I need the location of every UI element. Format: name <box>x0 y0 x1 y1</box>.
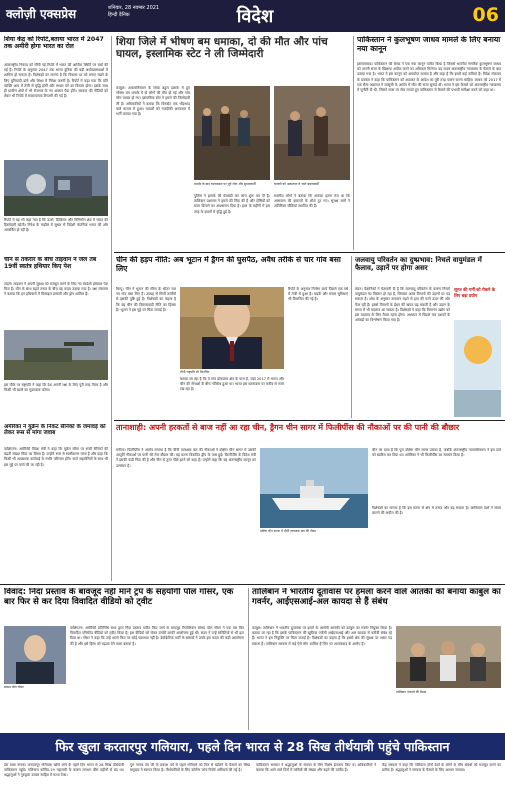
resolution-caption: सांसद पॉल गोसर <box>4 685 24 689</box>
col1-photo <box>4 160 108 216</box>
col-divider <box>111 36 112 581</box>
section-rule-1 <box>114 252 505 253</box>
lead-caption-1: धमाके के बाद घटनास्थल पर जुटे लोग और सुरक्षाकर्मी <box>194 182 256 186</box>
lead-headline: शिया जिले में भीषण बम धमाका, दो की मौत और पांच घायल, इस्लामिक स्टेट ने ली जिम्मेदारी <box>116 36 328 61</box>
kartarpur-banner-headline: फिर खुला करतारपुर गलियारा, पहले दिन भारत से 28 सिख तीर्थयात्री पहुंचे पाकिस्तान <box>0 733 505 760</box>
bottom-body-3: पाकिस्तान सरकार ने श्रद्धालुओं के स्वागत के लिए विशेष इंतजाम किए थे। अधिकारियों ने बताया कि आने वाले दिनों में यात्रियों की संख्या और बढ़ने की उम्मीद है। <box>256 763 376 773</box>
lead-photo-2 <box>274 86 350 180</box>
edition-text: हिन्दी दैनिक <box>108 12 130 18</box>
col1-body-2: रिपोर्ट में यह भी कहा गया है कि ऊर्जा, डिजिटल और विनिर्माण क्षेत्र में भारत की हिस्सेदारी बढ़ेगी। निवेश के माहौल में सुधार से विदेशी कंपनियां भारत की ओर आकर्षित हो रही हैं। <box>4 218 108 233</box>
taliban-headline: तालिबान ने भारतीय दूतावास पर हमला करने वाले आतंकी को बनाया काबुल का गवर्नर, आईएसआई-अल कायदा से हैं संबंध <box>252 588 501 607</box>
section-rule-2 <box>114 420 505 421</box>
col-divider-bottom <box>248 588 249 730</box>
col1-body-4: इस मौके पर राष्ट्रपति ने कहा कि देश अपनी रक्षा के लिए पूरी तरह तैयार है और किसी भी खतरे का मुकाबला करेगा। <box>4 383 108 393</box>
resolution-body: वाशिंगटन। अमेरिकी प्रतिनिधि सभा द्वारा निंदा प्रस्ताव पारित किए जाने के बावजूद रिपब्लिकन सांसद पॉल गोसर ने एक बार फिर विवादित एनिमेटेड वीडियो को ट्वीट किया है। इस वीडियो को लेकर उनकी काफी आलोचना हुई थी। सदन ने उन्हें समितियों से भी हटा दिया था। गोसर ने कहा कि उन्हें अपने किए पर कोई पछतावा नहीं है। डेमोक्रेटिक पार्टी के सांसदों ने उनके इस कदम की कड़ी आलोचना की है और इसे हिंसा को बढ़ावा देने वाला बताया है। <box>70 626 244 646</box>
col1-subheadline-2: अमेरिका ने यूक्रेन के निकट सैनिकों के जमावड़े को लेकर रूस से मांगा जवाब <box>4 424 106 437</box>
taliban-body: काबुल। तालिबान ने भारतीय दूतावास पर हमले के आरोपी आतंकी को काबुल का गवर्नर नियुक्त किया है। बताया जा रहा है कि इसके पाकिस्तान की खुफिया एजेंसी आईएसआई और अल कायदा से करीबी संबंध रहे हैं। भारत ने इस नियुक्ति पर चिंता जताई है। विशेषज्ञों का कहना है कि इससे क्षेत्र की सुरक्षा पर असर पड़ सकता है। तालिबान सरकार में कई ऐसे लोग शामिल हैं जिन पर आतंकवाद के आरोप हैं। <box>252 626 392 646</box>
page-number: 06 <box>472 4 499 26</box>
lead-photo-1 <box>194 86 270 180</box>
climate-subheadline: सूरज की गर्मी को रोकने के लिए बड़ा प्रयोग <box>454 287 496 298</box>
publication-name: क्लोज़ी एक्सप्रेस <box>6 7 77 21</box>
taliban-photo <box>396 626 501 688</box>
taiwan-body-1: मनीला। फिलीपींस ने आरोप लगाया है कि चीनी तटरक्षक बल की नौकाओं ने दक्षिण चीन सागर में उसकी आपूर्ति नौकाओं पर पानी की तेज बौछार की। यह घटना विवादित द्वीप के पास हुई। फिलीपींस के विदेश मंत्री ने इसकी कड़ी निंदा की है और चीन से तुरंत पीछे हटने को कहा है। उन्होंने कहा कि यह अंतरराष्ट्रीय कानून का उल्लंघन है। <box>116 448 256 468</box>
col1-body-3: ताइपे। ताइवान ने अपनी सुरक्षा को मजबूत करने के लिए नए स्वदेशी हथियार पेश किए हैं। चीन के साथ बढ़ते तनाव के बीच यह कदम उठाया गया है। रक्षा मंत्रालय ने बताया कि इन हथियारों में मिसाइल प्रणाली और ड्रोन शामिल हैं। <box>4 282 108 297</box>
china-body-1: थिम्पू। चीन ने भूटान की सीमा के भीतर चार नए गांव बसा लिए हैं। उपग्रह से मिली तस्वीरों से इसकी पुष्टि हुई है। विशेषज्ञों का कहना है कि यह चीन की विस्तारवादी नीति का हिस्सा है। भूटान ने इस मुद्दे पर चिंता जताई है। <box>116 287 176 312</box>
bottom-body-1: डेरा बाबा नानक। करतारपुर गलियारा खोले जाने के पहले दिन भारत से 28 सिख तीर्थयात्री पाकिस्तान पहुंचे। गलियारा कोविड-19 महामारी के कारण लगभग बीस महीनों से बंद था। श्रद्धालुओं ने गुरुद्वारा दरबार साहिब में मत्था टेका। <box>4 763 124 778</box>
resolution-headline: विवाद: निंदा प्रस्ताव के बावजूद नहीं माने ट्रंप के सहयोगी पॉल गोसर, एक बार फिर से कर दिया विवादित वीडियो को ट्वीट <box>4 588 234 607</box>
col1-headline: शिया केंद्र को रिपोर्ट,बताया भारत में 2047 तक अमीरी होगा भारत का रोल <box>4 36 104 51</box>
masthead <box>0 0 505 32</box>
taiwan-body-3: विशेषज्ञों का मानना है कि इस घटना से क्षेत्र में तनाव और बढ़ सकता है। आसियान देशों ने संयम बरतने की अपील की है। <box>372 506 501 516</box>
china-body-3: रिपोर्ट के अनुसार निर्माण कार्य पिछले एक वर्ष में तेजी से हुआ है। सड़कें और संचार सुविधाएं भी विकसित की गई हैं। <box>288 287 348 302</box>
taiwan-caption: दक्षिण चीन सागर में चीनी तटरक्षक बल की नौका <box>260 529 316 533</box>
china-body-2: बताया जा रहा है कि ये गांव डोकलाम क्षेत्र के पास हैं, जहां 2017 में भारत और चीन की सेनाओं के बीच गतिरोध हुआ था। भारत इस घटनाक्रम पर करीब से नजर रख रहा है। <box>180 377 284 392</box>
bottom-body-2: गुरु नानक देव जी के प्रकाश पर्व से पहले गलियारे को फिर से खोलने के फैसले का सिख समुदाय ने स्वागत किया है। तीर्थयात्रियों के लिए कोरोना जांच रिपोर्ट अनिवार्य की गई है। <box>130 763 250 773</box>
china-headline: चीन की हड़प नीति: अब भूटान में ड्रैगन की घुसपैठ, अवैध तरीके से चार गांव बसा लिए <box>116 256 341 273</box>
col1-body-5: वाशिंगटन। अमेरिकी विदेश मंत्री ने कहा कि यूक्रेन सीमा पर रूसी सैनिकों की बढ़ती संख्या चिंता का विषय है। उन्होंने रूस से स्पष्टीकरण मांगा है और कहा कि किसी भी आक्रामक कार्रवाई के गंभीर परिणाम होंगे। नाटो सहयोगियों के साथ भी इस मुद्दे पर चर्चा की जा रही है। <box>4 447 108 467</box>
section-rule-3 <box>0 584 505 585</box>
china-photo-caption: चीनी राष्ट्रपति शी जिनपिंग <box>180 370 210 374</box>
lead-body-col3: स्थानीय लोगों ने बताया कि धमाका इतना तेज था कि आसपास की इमारतों के शीशे टूट गए। सुरक्षा बलों ने अतिरिक्त चौकियां स्थापित की हैं। <box>274 194 350 209</box>
resolution-photo <box>4 626 66 684</box>
lead-caption-2: घायलों को अस्पताल ले जाते बचावकर्मी <box>274 182 319 186</box>
dateline <box>108 5 159 19</box>
col1-body: अंतरराष्ट्रीय निकाय को सौंपी गई रिपोर्ट में भारत की आर्थिक स्थिति पर चर्चा की गई है। रिपोर्ट के अनुसार 2047 तक भारत दुनिया की बड़ी अर्थव्यवस्थाओं में शामिल हो सकता है। विशेषज्ञों का मानना है कि विकास दर को बनाए रखने के लिए बुनियादी ढांचे और शिक्षा में निवेश जरूरी है। रिपोर्ट में कहा गया कि प्रति व्यक्ति आय में तेजी से वृद्धि होगी और मध्यम वर्ग का विस्तार होगा। इसके साथ ही ग्रामीण क्षेत्रों में भी रोजगार के नए अवसर पैदा होंगे। सरकार की नीतियों को लेकर भी रिपोर्ट में सकारात्मक टिप्पणी की गई है। <box>4 63 108 99</box>
climate-photo <box>454 320 501 417</box>
climate-headline: जलवायु परिवर्तन का दुष्प्रभाव: निचले वायुमंडल में फैलाव, उड़ानें पर होगा असर <box>355 256 482 273</box>
taiwan-photo <box>260 448 368 528</box>
bottom-body-4: केंद्र सरकार ने कहा कि गलियारा दोनों देशों के लोगों के बीच संबंधों को मजबूत करने का प्रतीक है। श्रद्धालुओं ने सरकार के फैसले के लिए आभार जताया। <box>382 763 501 773</box>
col-divider-right <box>353 36 354 250</box>
taiwan-body-2: चीन का दावा है कि पूरा दक्षिण चीन सागर उसका है, जबकि अंतरराष्ट्रीय न्यायाधिकरण ने इस दावे को खारिज कर दिया था। अमेरिका ने भी फिलीपींस का समर्थन किया है। <box>372 448 501 458</box>
col1-subheadline: चीन से तकरार के बीच ताइवान ने जल तब 19वीं स्वतंत्र हथियार किए पेश <box>4 257 97 270</box>
lead-body-col1: काबुल। अफगानिस्तान के शिया बहुल इलाके में हुए भीषण बम धमाके में दो लोगों की मौत हो गई और पांच लोग घायल हो गए। इस्लामिक स्टेट ने हमले की जिम्मेदारी ली है। अधिकारियों ने बताया कि विस्फोट एक भीड़भाड़ वाले बाजार में हुआ। घायलों को नजदीकी अस्पताल में भर्ती कराया गया है। <box>116 86 190 117</box>
pak-body: इस्लामाबाद। पाकिस्तान की संसद ने एक नया कानून पारित किया है जिससे भारतीय नागरिक कुलभूषण जाधव को अपनी सजा के खिलाफ अपील करने का अधिकार मिलेगा। यह कदम अंतरराष्ट्रीय न्यायालय के फैसले के बाद उठाया गया है। भारत ने इस कानून को अपर्याप्त बताया है और कहा है कि इसमें कई कमियां हैं। विदेश मंत्रालय के प्रवक्ता ने कहा कि पाकिस्तान को अदालत के आदेश का पूरी तरह पालन करना चाहिए। जाधव को 2017 में एक सैन्य अदालत ने जासूसी के आरोप में मौत की सजा सुनाई थी। भारत ने इस फैसले को अंतरराष्ट्रीय न्यायालय में चुनौती दी थी, जिसने सजा पर रोक लगाते हुए पाकिस्तान से फैसले की प्रभावी समीक्षा करने को कहा था। <box>357 62 501 93</box>
climate-body: लंदन। वैज्ञानिकों ने चेतावनी दी है कि जलवायु परिवर्तन के कारण निचले वायुमंडल का विस्तार हो रहा है, जिसका असर विमानों की उड़ानों पर पड़ सकता है। शोध के अनुसार तापमान बढ़ने से हवा की परतें ऊपर की ओर फैल रही हैं। इससे विमानों के ईंधन की खपत बढ़ सकती है और उड़ान के समय में भी बदलाव आ सकता है। विशेषज्ञों ने कहा कि विमानन उद्योग को इस बदलाव के लिए तैयार रहना होगा। अध्ययन में पिछले चार दशकों के आंकड़ों का विश्लेषण किया गया है। <box>355 287 450 323</box>
col-divider-climate <box>351 256 352 418</box>
taiwan-headline: तानाशाही: अपनी हरकतों से बाज नहीं आ रहा चीन, ड्रैगन चीन सागर में फिलीपींस की नौकाओं पर की पानी की बौछार <box>116 423 460 432</box>
pak-headline: पाकिस्तान ने कुलभूषण जाधव मामले के लिए बनाया नया कानून <box>357 36 501 53</box>
china-photo <box>180 287 284 369</box>
taliban-caption: तालिबान नेताओं की बैठक <box>396 690 427 694</box>
section-title: विदेश <box>236 6 274 27</box>
col1-photo-2 <box>4 330 108 380</box>
lead-body-col2: पुलिस ने इलाके की घेराबंदी कर जांच शुरू कर दी है। तालिबान प्रशासन ने हमले की निंदा की है और दोषियों को सजा दिलाने का आश्वासन दिया है। हाल के महीनों में इस तरह के हमलों में वृद्धि हुई है। <box>194 194 270 214</box>
date-text: शनिवार, 28 नवम्बर 2021 <box>108 5 160 11</box>
